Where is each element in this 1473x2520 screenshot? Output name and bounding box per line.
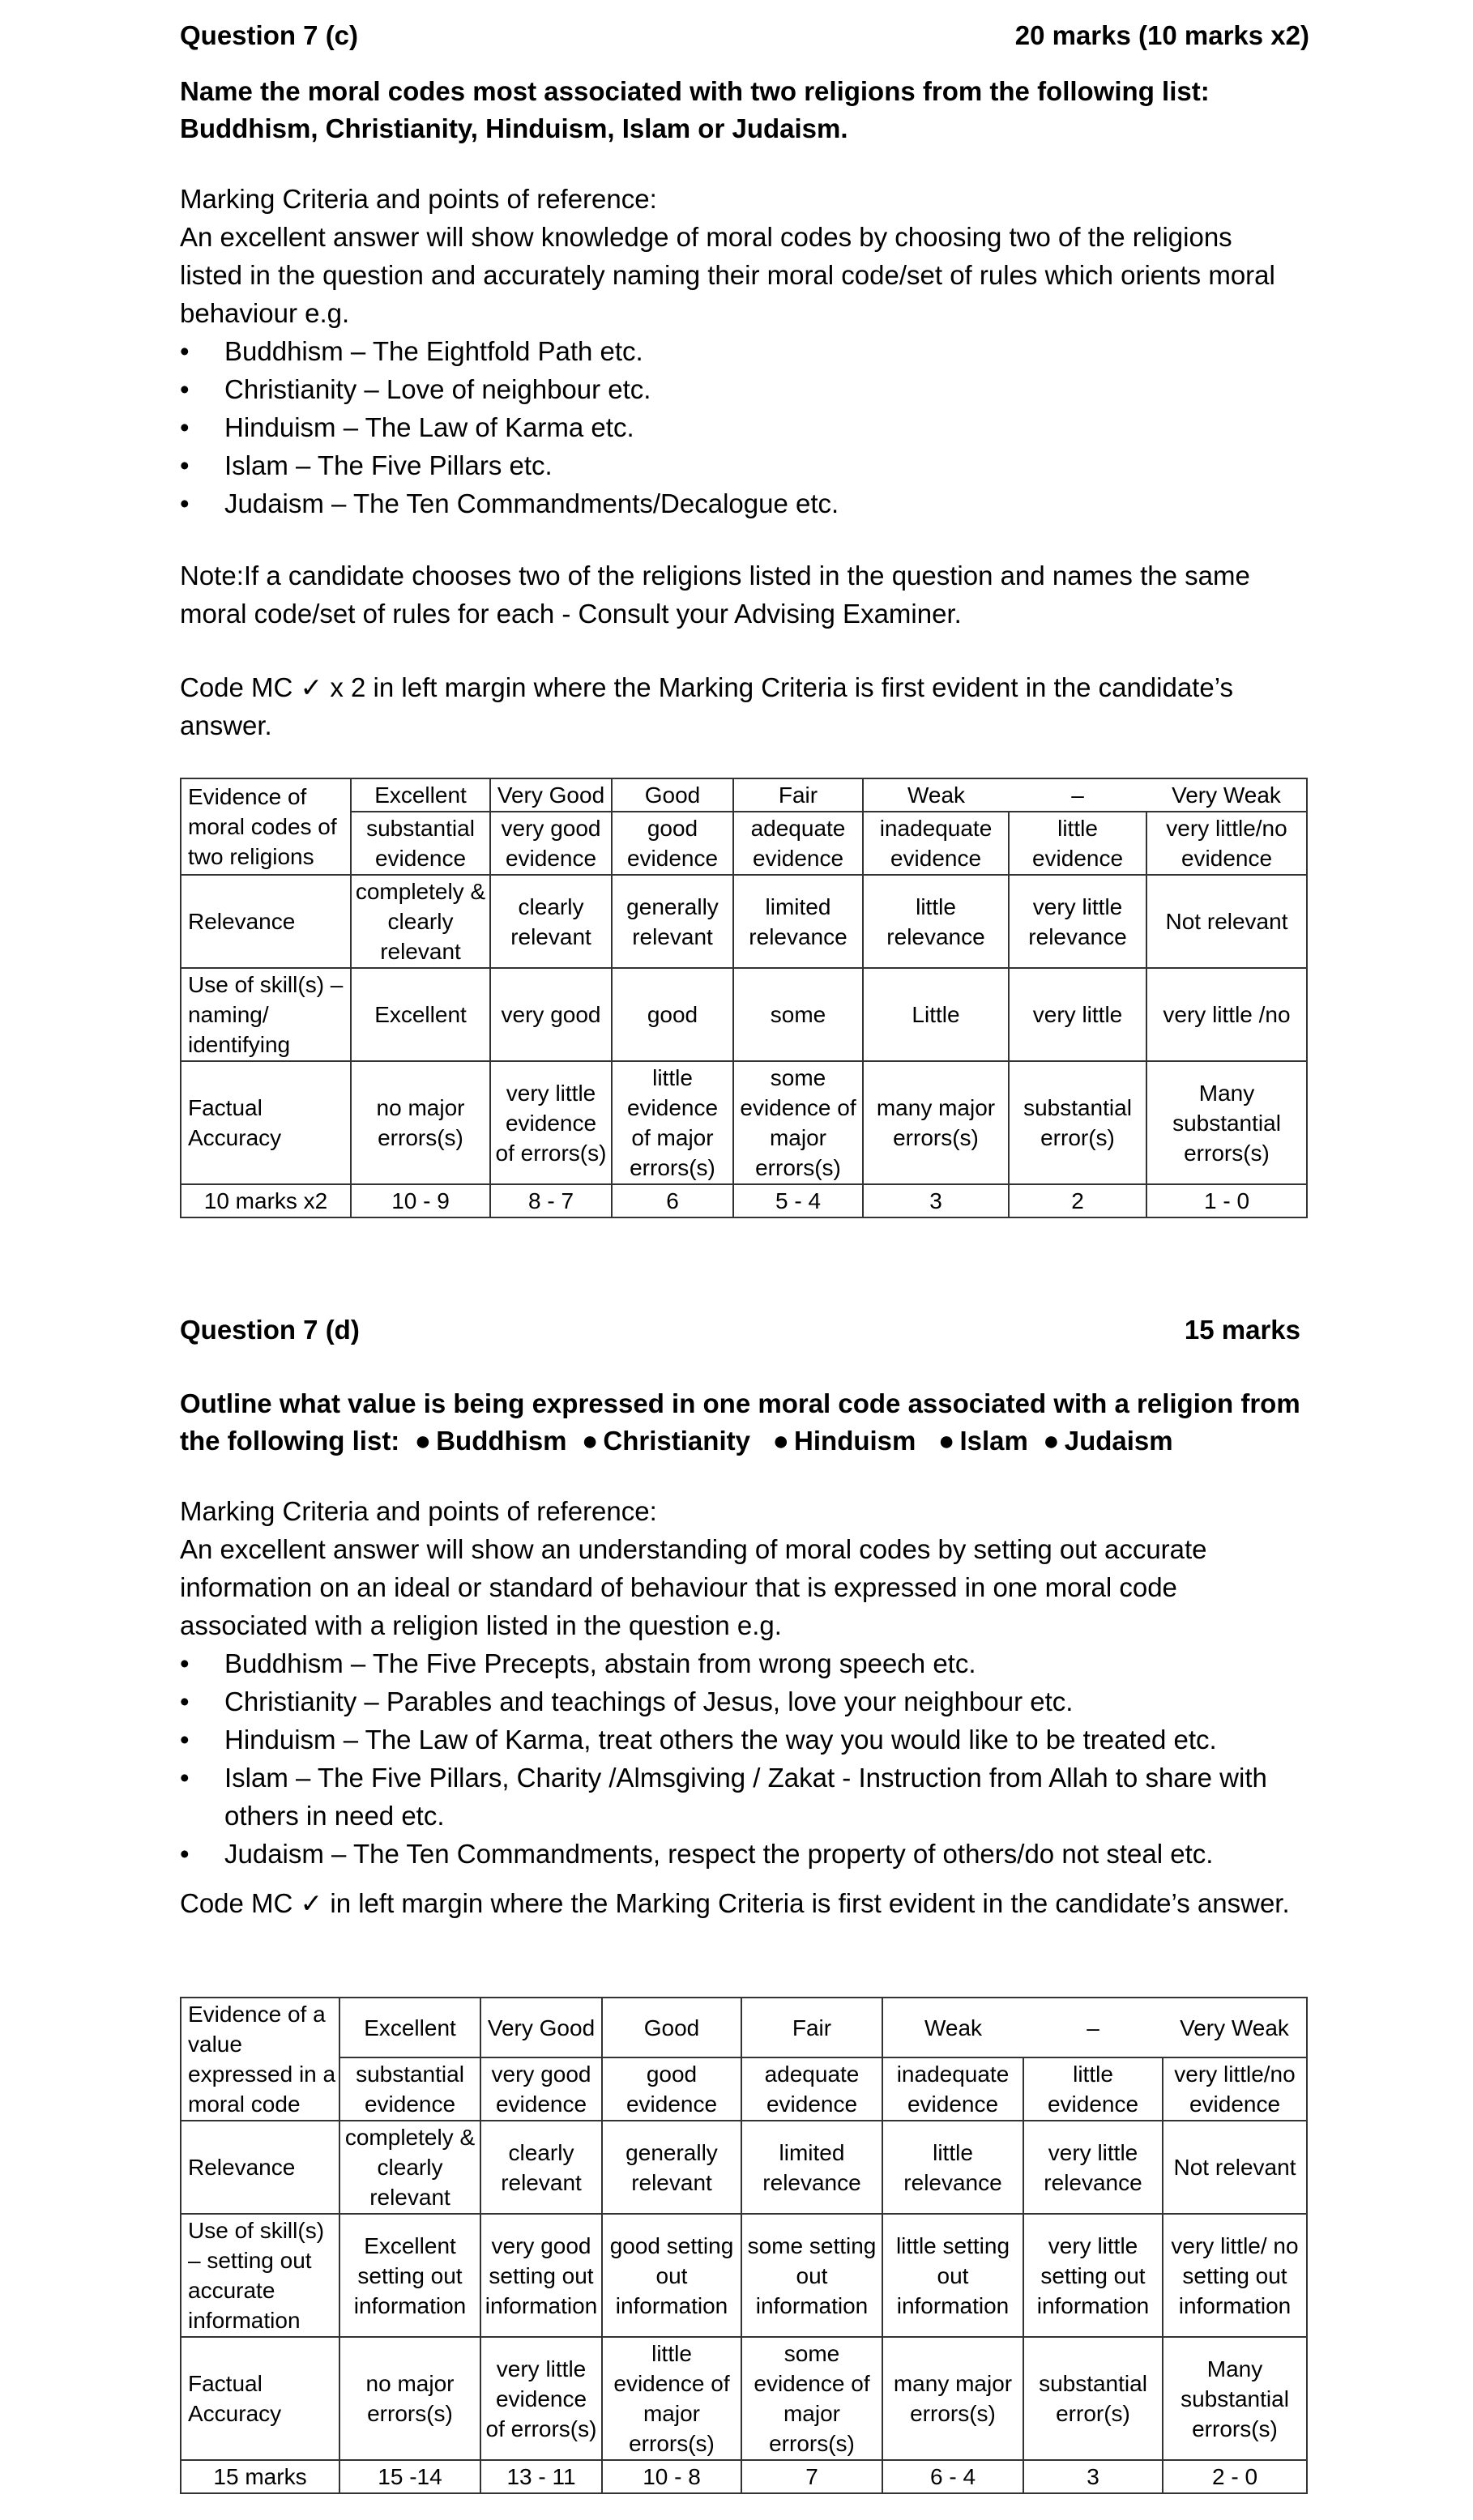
table-cell: very little/ no setting out information [1163, 2214, 1307, 2337]
table-cell: no major errors(s) [351, 1061, 490, 1184]
table-cell: Little [863, 968, 1009, 1061]
table-cell: clearly relevant [490, 875, 612, 968]
question-7c-rubric-table [180, 778, 1308, 1218]
row-label: Evidence of a value expressed in a moral code [181, 1998, 339, 2121]
list-item: • Judaism – The Ten Commandments/Decalogue etc. [180, 484, 1306, 522]
table-cell: substantial evidence [351, 812, 490, 875]
list-item: • Islam – The Five Pillars, Charity /Almsgiving / Zakat - Instruction from Allah to share with others in need etc. [180, 1759, 1306, 1835]
religion-name: Christianity [603, 1426, 750, 1456]
question-7d-religion-list [407, 1426, 1172, 1456]
table-cell: very good evidence [490, 812, 612, 875]
table-cell: good evidence [602, 2057, 741, 2121]
row-label: Factual Accuracy [181, 1061, 351, 1184]
marks-cell: 3 [863, 1184, 1009, 1217]
question-7c-note: Note:If a candidate chooses two of the religions listed in the question and names the same moral code/set of rules for each - Consult your Advising Examiner. [180, 561, 1250, 629]
question-7d-heading: Question 7 (d) [180, 1315, 360, 1345]
table-cell: Not relevant [1146, 875, 1307, 968]
row-label: Use of skill(s) – setting out accurate information [181, 2214, 339, 2337]
marks-cell: 13 - 11 [480, 2460, 602, 2493]
question-7c-criteria-heading: Marking Criteria and points of reference: [180, 184, 657, 214]
table-cell: very little/no evidence [1163, 2057, 1307, 2121]
list-item: • Hinduism – The Law of Karma etc. [180, 408, 1306, 446]
table-row [181, 2121, 1307, 2214]
religion-name: Buddhism [436, 1426, 567, 1456]
table-cell: very little /no [1146, 968, 1307, 1061]
table-cell: inadequate evidence [863, 812, 1009, 875]
table-cell: substantial evidence [339, 2057, 480, 2121]
table-cell: generally relevant [602, 2121, 741, 2214]
table-cell: adequate evidence [733, 812, 863, 875]
table-cell: completely & clearly relevant [339, 2121, 480, 2214]
table-cell: little setting out information [882, 2214, 1023, 2337]
table-cell: some setting out information [741, 2214, 882, 2337]
question-7d-criteria-heading: Marking Criteria and points of reference: [180, 1496, 657, 1526]
marks-cell: 10 - 8 [602, 2460, 741, 2493]
table-cell: Many substantial errors(s) [1146, 1061, 1307, 1184]
table-row [181, 2057, 1307, 2121]
marks-cell: 2 [1009, 1184, 1146, 1217]
grade-very-weak: Very Weak [1146, 778, 1307, 812]
bullet-dot-icon: ● [772, 1426, 790, 1456]
table-cell: no major errors(s) [339, 2337, 480, 2460]
table-cell: Excellent setting out information [339, 2214, 480, 2337]
table-cell: little evidence [1023, 2057, 1163, 2121]
list-item: • Islam – The Five Pillars etc. [180, 446, 1306, 484]
grade-fair: Fair [733, 778, 863, 812]
table-row [181, 1184, 1307, 1217]
table-row [181, 1998, 1307, 2057]
table-cell: limited relevance [733, 875, 863, 968]
table-cell: very good [490, 968, 612, 1061]
table-row [181, 778, 1307, 812]
marks-label: 10 marks x2 [181, 1184, 351, 1217]
table-cell: many major errors(s) [882, 2337, 1023, 2460]
row-label: Relevance [181, 2121, 339, 2214]
table-cell: very little evidence of errors(s) [490, 1061, 612, 1184]
table-row [181, 2460, 1307, 2493]
grade-excellent: Excellent [351, 778, 490, 812]
row-label: Evidence of moral codes of two religions [181, 778, 351, 875]
marks-cell: 8 - 7 [490, 1184, 612, 1217]
question-7d-section [180, 1312, 1306, 1922]
question-7d-examples [180, 1644, 1306, 1873]
table-cell: little relevance [863, 875, 1009, 968]
list-item: • Buddhism – The Five Precepts, abstain from wrong speech etc. [180, 1644, 1306, 1682]
marks-cell: 15 -14 [339, 2460, 480, 2493]
grade-very-good: Very Good [490, 778, 612, 812]
marks-cell: 6 [612, 1184, 733, 1217]
table-cell: good evidence [612, 812, 733, 875]
list-item: • Hinduism – The Law of Karma, treat others the way you would like to be treated etc. [180, 1721, 1306, 1759]
question-7c-criteria-intro: An excellent answer will show knowledge of moral codes by choosing two of the religions listed in the question and accurately naming their moral code/set of rules which orients moral behaviour e.g. [180, 222, 1275, 328]
table-cell: very little/no evidence [1146, 812, 1307, 875]
list-item: • Judaism – The Ten Commandments, respect the property of others/do not steal etc. [180, 1835, 1306, 1873]
table-cell: clearly relevant [480, 2121, 602, 2214]
bullet-dot-icon: ● [414, 1426, 432, 1456]
row-label: Relevance [181, 875, 351, 968]
question-7d-title [180, 1385, 1306, 1460]
table-cell: good setting out information [602, 2214, 741, 2337]
table-cell: little evidence of major errors(s) [602, 2337, 741, 2460]
marks-cell: 10 - 9 [351, 1184, 490, 1217]
grade-weak: Weak [863, 778, 1009, 812]
grade-excellent: Excellent [339, 1998, 480, 2057]
marks-label: 15 marks [181, 2460, 339, 2493]
grade-very-good: Very Good [480, 1998, 602, 2057]
grade-weak: Weak [882, 1998, 1023, 2057]
list-item: • Christianity – Parables and teachings of Jesus, love your neighbour etc. [180, 1682, 1306, 1721]
table-cell: adequate evidence [741, 2057, 882, 2121]
row-label: Factual Accuracy [181, 2337, 339, 2460]
table-cell: Many substantial errors(s) [1163, 2337, 1307, 2460]
question-7d-title-text: Outline what value is being expressed in one moral code associated with a religion from the following list: [180, 1388, 1300, 1456]
marks-cell: 1 - 0 [1146, 1184, 1307, 1217]
question-7c-section [180, 18, 1309, 744]
bullet-dot-icon: ● [581, 1426, 599, 1456]
row-label: Use of skill(s) – naming/ identifying [181, 968, 351, 1061]
table-cell: some evidence of major errors(s) [741, 2337, 882, 2460]
table-cell: some [733, 968, 863, 1061]
table-cell: very good evidence [480, 2057, 602, 2121]
question-7c-header [180, 18, 1309, 53]
marks-cell: 2 - 0 [1163, 2460, 1307, 2493]
table-cell: Not relevant [1163, 2121, 1307, 2214]
table-cell: good [612, 968, 733, 1061]
table-row [181, 968, 1307, 1061]
bullet-dot-icon: ● [1043, 1426, 1060, 1456]
table-row [181, 2214, 1307, 2337]
grade-fair: Fair [741, 1998, 882, 2057]
grade-dash: – [1023, 1998, 1163, 2057]
marks-cell: 3 [1023, 2460, 1163, 2493]
question-7c-code-note: Code MC ✓ x 2 in left margin where the Marking Criteria is first evident in the candidate’s answer. [180, 672, 1233, 740]
question-7c-heading: Question 7 (c) [180, 20, 359, 50]
grade-good: Good [602, 1998, 741, 2057]
table-cell: little evidence of major errors(s) [612, 1061, 733, 1184]
table-cell: very little relevance [1023, 2121, 1163, 2214]
question-7d-header [180, 1312, 1300, 1348]
question-7c-marks: 20 marks (10 marks x2) [1014, 20, 1309, 50]
religion-name: Judaism [1064, 1426, 1173, 1456]
table-cell: generally relevant [612, 875, 733, 968]
grade-good: Good [612, 778, 733, 812]
religion-name: Islam [959, 1426, 1028, 1456]
table-cell: little relevance [882, 2121, 1023, 2214]
table-cell: some evidence of major errors(s) [733, 1061, 863, 1184]
table-cell: many major errors(s) [863, 1061, 1009, 1184]
table-cell: very little evidence of errors(s) [480, 2337, 602, 2460]
list-item: • Christianity – Love of neighbour etc. [180, 370, 1306, 408]
marks-cell: 7 [741, 2460, 882, 2493]
table-cell: very little setting out information [1023, 2214, 1163, 2337]
question-7d-marks: 15 marks [1184, 1315, 1300, 1345]
table-cell: very good setting out information [480, 2214, 602, 2337]
question-7c-examples [180, 332, 1306, 522]
bullet-dot-icon: ● [937, 1426, 955, 1456]
religion-name: Hinduism [794, 1426, 916, 1456]
table-row [181, 1061, 1307, 1184]
table-cell: completely & clearly relevant [351, 875, 490, 968]
question-7c-title: Name the moral codes most associated with two religions from the following list: Buddhism, Christianity, Hinduism, Islam or Judaism. [180, 76, 1210, 143]
marks-cell: 6 - 4 [882, 2460, 1023, 2493]
table-cell: little evidence [1009, 812, 1146, 875]
table-row [181, 875, 1307, 968]
table-cell: substantial error(s) [1023, 2337, 1163, 2460]
table-cell: inadequate evidence [882, 2057, 1023, 2121]
question-7d-rubric-table [180, 1997, 1308, 2494]
question-7d-criteria-intro: An excellent answer will show an understanding of moral codes by setting out accurate information on an ideal or standard of behaviour that is expressed in one moral code associated with a religion listed in the question e.g. [180, 1534, 1207, 1640]
table-cell: very little [1009, 968, 1146, 1061]
table-cell: substantial error(s) [1009, 1061, 1146, 1184]
marks-cell: 5 - 4 [733, 1184, 863, 1217]
grade-dash: – [1009, 778, 1146, 812]
table-cell: Excellent [351, 968, 490, 1061]
list-item: • Buddhism – The Eightfold Path etc. [180, 332, 1306, 370]
table-cell: limited relevance [741, 2121, 882, 2214]
table-row [181, 2337, 1307, 2460]
table-cell: very little relevance [1009, 875, 1146, 968]
question-7d-code-note: Code MC ✓ in left margin where the Marking Criteria is first evident in the candidate’s answer. [180, 1888, 1290, 1918]
grade-very-weak: Very Weak [1163, 1998, 1307, 2057]
